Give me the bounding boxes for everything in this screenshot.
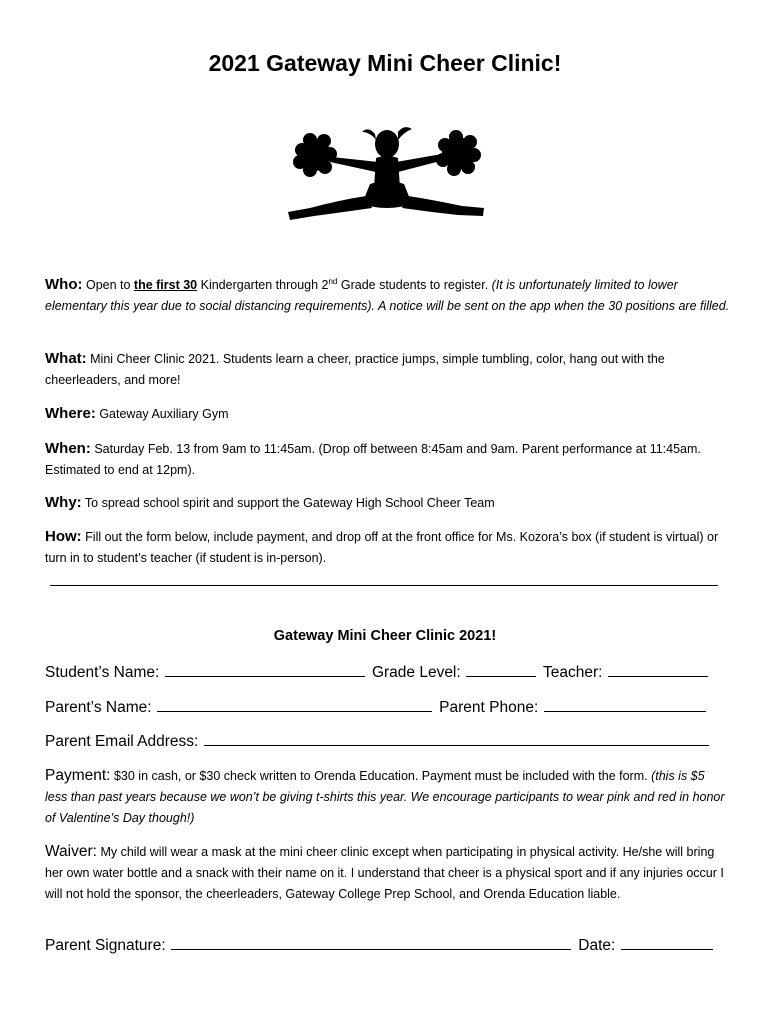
who-label: Who: bbox=[45, 276, 83, 293]
form-title: Gateway Mini Cheer Clinic 2021! bbox=[273, 628, 497, 644]
how-label: How: bbox=[45, 528, 82, 545]
how-text: Fill out the form below, include payment, and drop off at the front office for Ms. Kozora’s box (if student is virtual) or turn in to student’s teacher (if student is in-person). bbox=[45, 530, 719, 565]
who-emphasis: the first 30 bbox=[133, 278, 198, 292]
payment-label: Payment: bbox=[45, 767, 111, 784]
where-label: Where: bbox=[45, 405, 96, 422]
waiver-label: Waiver: bbox=[45, 843, 97, 860]
what-text: Mini Cheer Clinic 2021. Students learn a cheer, practice jumps, simple tumbling, color, hang out with the cheerleaders, and more! bbox=[45, 352, 665, 387]
what-section bbox=[45, 348, 730, 391]
parent-email-label: Parent Email Address: bbox=[45, 733, 199, 750]
parent-phone-field[interactable] bbox=[544, 697, 706, 712]
why-label: Why: bbox=[45, 494, 82, 511]
section-divider bbox=[50, 585, 718, 586]
parent-signature-label: Parent Signature: bbox=[45, 937, 166, 954]
teacher-label: Teacher: bbox=[543, 664, 603, 681]
cheerleader-jump-image bbox=[280, 120, 490, 235]
payment-note: (this is $5 less than past years because we won’t be giving t-shirts this year. We encourage participants to wear pink and red in honor of Valentine’s Day though!) bbox=[45, 769, 725, 825]
parent-signature-field[interactable] bbox=[171, 935, 571, 950]
teacher-field[interactable] bbox=[608, 662, 708, 677]
parent-name-label: Parent’s Name: bbox=[45, 699, 152, 716]
date-field[interactable] bbox=[621, 935, 713, 950]
student-name-field[interactable] bbox=[165, 662, 365, 677]
payment-section bbox=[45, 765, 730, 829]
why-text: To spread school spirit and support the Gateway High School Cheer Team bbox=[84, 496, 495, 510]
waiver-section bbox=[45, 841, 730, 905]
who-note: (It is unfortunately limited to lower elementary this year due to social distancing requirements). A notice will be sent on the app when the 30 positions are filled. bbox=[45, 278, 730, 313]
who-text-3: Grade students to register. bbox=[337, 278, 492, 292]
what-label: What: bbox=[45, 350, 87, 367]
payment-text: $30 in cash, or $30 check written to Orenda Education. Payment must be included with the form. bbox=[113, 769, 648, 783]
why-section bbox=[45, 492, 730, 514]
who-text-2: Kindergarten through 2 bbox=[197, 278, 329, 292]
when-label: When: bbox=[45, 440, 91, 457]
where-text: Gateway Auxiliary Gym bbox=[99, 407, 229, 421]
student-name-label: Student’s Name: bbox=[45, 664, 160, 681]
parent-email-field[interactable] bbox=[204, 731, 709, 746]
waiver-text: My child will wear a mask at the mini cheer clinic except when participating in physical activity. He/she will bring her own water bottle and a snack with their name on it. I understand that cheer is a physical sport and if any injuries occur I will not hold the sponsor, the cheerleaders, Gateway College Prep School, and Orenda Education liable. bbox=[45, 845, 724, 901]
how-section bbox=[45, 526, 730, 569]
who-section bbox=[45, 274, 730, 317]
when-section bbox=[45, 438, 730, 481]
parent-name-field[interactable] bbox=[157, 697, 432, 712]
when-text: Saturday Feb. 13 from 9am to 11:45am. (Drop off between 8:45am and 9am. Parent performance at 11:45am. Estimated to end at 12pm). bbox=[45, 442, 701, 477]
parent-phone-label: Parent Phone: bbox=[439, 699, 539, 716]
student-row bbox=[45, 662, 735, 684]
date-label: Date: bbox=[578, 937, 616, 954]
where-section bbox=[45, 403, 730, 425]
grade-level-label: Grade Level: bbox=[371, 664, 461, 681]
signature-row bbox=[45, 935, 735, 957]
who-text-1: Open to bbox=[85, 278, 134, 292]
page-title: 2021 Gateway Mini Cheer Clinic! bbox=[208, 50, 562, 76]
parent-row bbox=[45, 697, 735, 719]
grade-level-field[interactable] bbox=[466, 662, 536, 677]
who-superscript: nd bbox=[328, 276, 338, 286]
email-row bbox=[45, 731, 735, 753]
